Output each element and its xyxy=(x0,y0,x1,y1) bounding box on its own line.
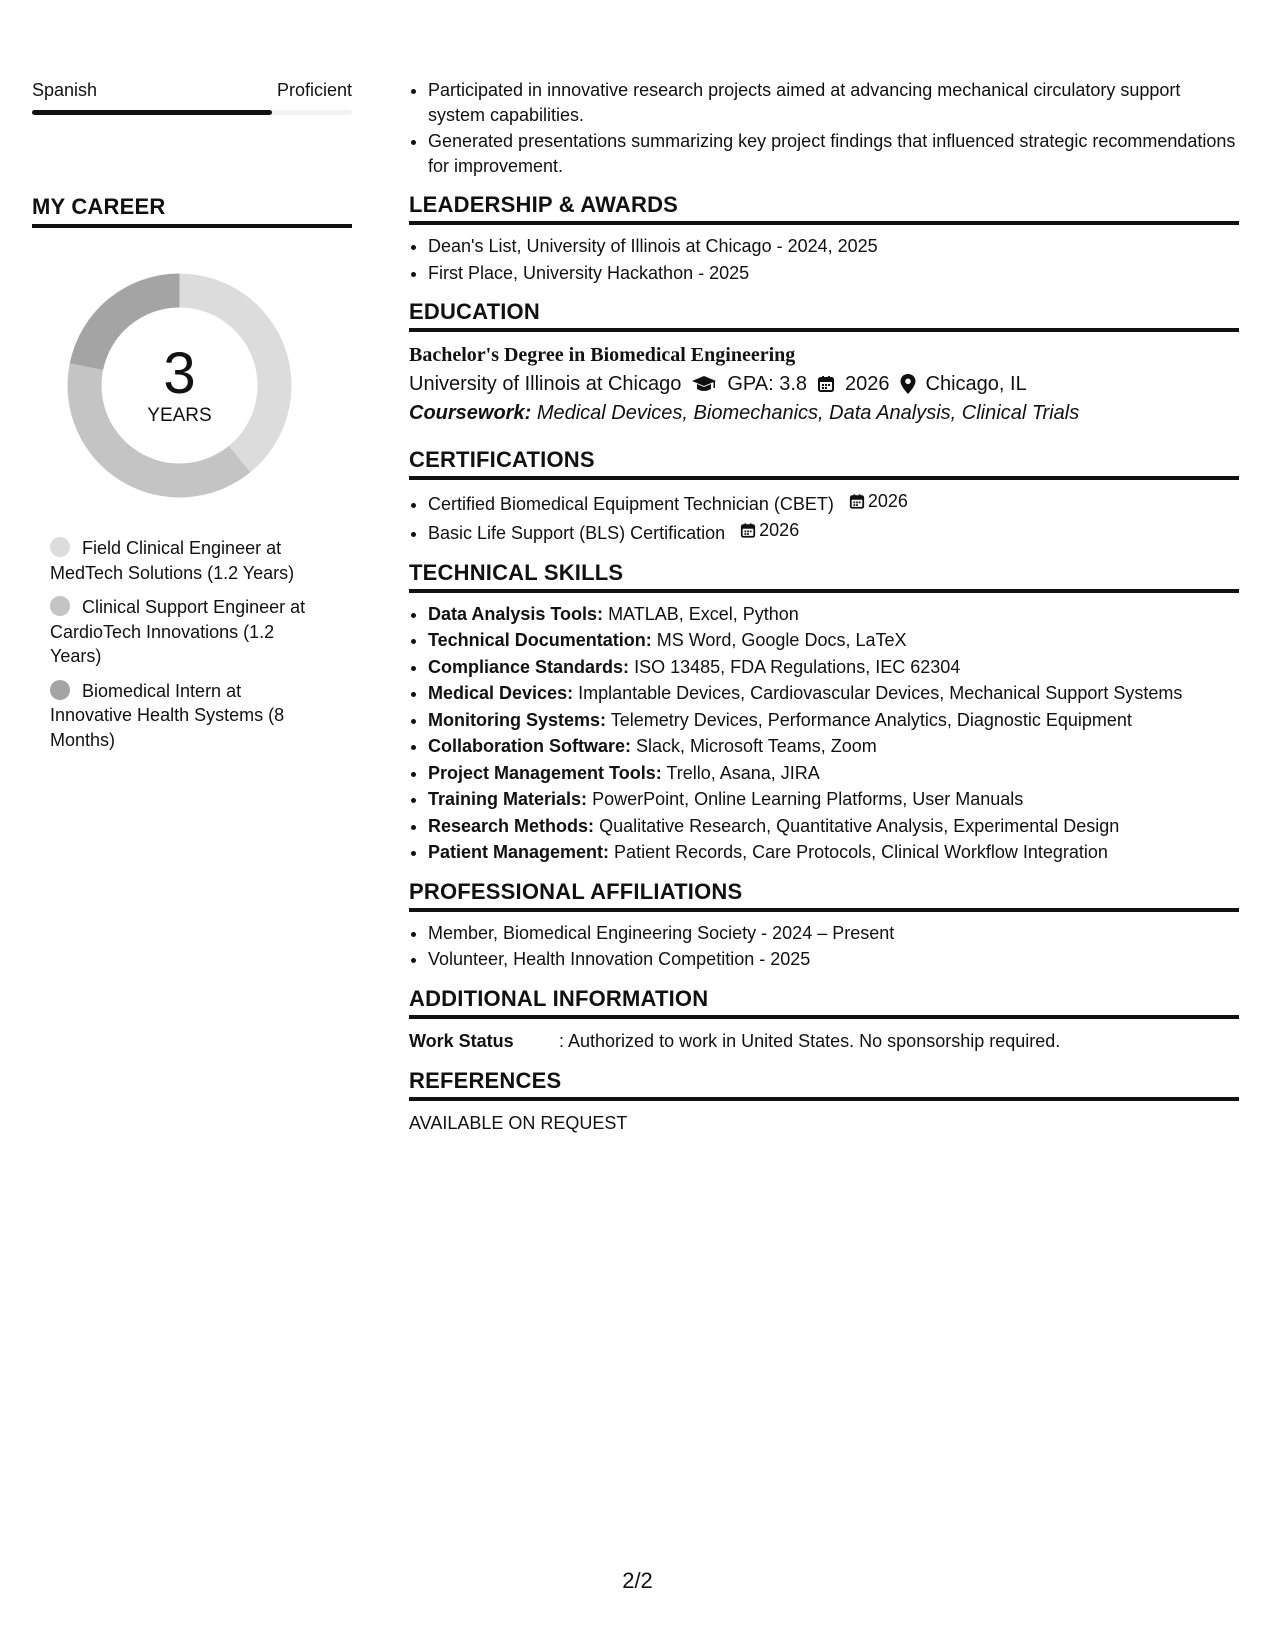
additional-section xyxy=(409,986,1239,1054)
education-details xyxy=(409,369,1239,399)
left-column xyxy=(32,78,352,750)
skill-value: Qualitative Research, Quantitative Analysis, Experimental Design xyxy=(599,815,1120,836)
references-text: AVAILABLE ON REQUEST xyxy=(409,1112,628,1133)
certification-year: 2026 xyxy=(867,491,908,511)
language-name: Spanish xyxy=(32,80,98,100)
career-legend-label: Field Clinical Engineer at MedTech Solutions (1.2 Years) xyxy=(50,538,295,583)
career-donut-chart xyxy=(67,273,292,498)
skill-item xyxy=(428,814,1239,839)
education-section xyxy=(409,299,1239,427)
certifications-heading: CERTIFICATIONS xyxy=(409,447,1239,480)
language-proficiency-bar xyxy=(32,110,352,115)
affiliations-heading: PROFESSIONAL AFFILIATIONS xyxy=(409,879,1239,912)
references-heading: REFERENCES xyxy=(409,1068,1239,1101)
skill-value: Slack, Microsoft Teams, Zoom xyxy=(636,736,877,756)
skill-item xyxy=(428,628,1239,653)
skill-label: Data Analysis Tools: xyxy=(428,603,604,624)
leadership-section xyxy=(409,192,1239,285)
skill-item xyxy=(428,708,1239,733)
calendar-icon xyxy=(817,375,835,393)
career-heading: MY CAREER xyxy=(32,194,352,228)
career-legend-item xyxy=(50,595,320,669)
certification-year: 2026 xyxy=(759,520,800,541)
education-location: Chicago, IL xyxy=(925,373,1027,395)
experience-bullet: • Generated presentations summarizing key project findings that influenced strategic recommendations for improvement. xyxy=(428,129,1239,178)
education-school: University of Illinois at Chicago xyxy=(409,373,682,395)
skills-list xyxy=(409,602,1239,865)
skill-value: ISO 13485, FDA Regulations, IEC 62304 xyxy=(634,656,961,677)
certification-year-wrap xyxy=(740,518,799,543)
career-years-label: YEARS xyxy=(147,405,212,426)
skill-label: Medical Devices: xyxy=(428,683,574,703)
language-level: Proficient xyxy=(276,80,352,100)
award-item: • First Place, University Hackathon - 2025 xyxy=(428,261,1239,286)
skills-section xyxy=(409,560,1239,865)
skill-label: Collaboration Software: xyxy=(428,736,632,756)
career-legend-label: Clinical Support Engineer at CardioTech Innovations (1.2 Years) xyxy=(50,597,306,666)
graduation-cap-icon xyxy=(691,375,717,393)
leadership-heading: LEADERSHIP & AWARDS xyxy=(409,192,1239,225)
legend-dot-icon xyxy=(50,537,70,557)
work-status-value: : Authorized to work in United States. No sponsorship required. xyxy=(559,1030,1061,1051)
certification-name: Basic Life Support (BLS) Certification xyxy=(428,523,726,543)
work-status-row xyxy=(409,1028,1239,1054)
page-number: 2/2 xyxy=(622,1568,653,1593)
skill-item xyxy=(428,734,1239,759)
affiliations-section xyxy=(409,879,1239,972)
education-coursework xyxy=(409,399,1239,427)
skill-label: Compliance Standards: xyxy=(428,656,630,677)
location-pin-icon xyxy=(900,374,916,394)
skill-value: MATLAB, Excel, Python xyxy=(608,603,799,624)
skills-heading: TECHNICAL SKILLS xyxy=(409,560,1239,593)
coursework-list: Medical Devices, Biomechanics, Data Analysis, Clinical Trials xyxy=(536,402,1080,424)
legend-dot-icon xyxy=(50,680,70,700)
skill-label: Patient Management: xyxy=(428,842,610,862)
skill-item xyxy=(428,655,1239,680)
skill-label: Research Methods: xyxy=(428,815,595,836)
skill-label: Technical Documentation: xyxy=(428,630,652,650)
legend-dot-icon xyxy=(50,596,70,616)
skill-value: PowerPoint, Online Learning Platforms, User Manuals xyxy=(592,789,1024,809)
language-proficiency-fill xyxy=(32,110,272,115)
education-heading: EDUCATION xyxy=(409,299,1239,332)
education-degree: Bachelor's Degree in Biomedical Engineering xyxy=(409,344,796,366)
skill-value: Trello, Asana, JIRA xyxy=(666,762,820,783)
certifications-section xyxy=(409,447,1239,546)
skill-value: Patient Records, Care Protocols, Clinical Workflow Integration xyxy=(614,842,1108,862)
career-legend-item xyxy=(50,679,320,753)
certification-item xyxy=(428,489,1239,516)
calendar-icon xyxy=(740,522,756,539)
skill-value: MS Word, Google Docs, LaTeX xyxy=(656,630,907,650)
additional-heading: ADDITIONAL INFORMATION xyxy=(409,986,1239,1019)
coursework-label: Coursework: xyxy=(409,402,532,424)
career-legend-label: Biomedical Intern at Innovative Health Systems (8 Months) xyxy=(50,680,285,750)
skill-label: Monitoring Systems: xyxy=(428,709,607,730)
career-legend-item xyxy=(50,536,320,585)
education-year: 2026 xyxy=(845,373,890,395)
skill-item xyxy=(428,602,1239,627)
affiliation-item: • Volunteer, Health Innovation Competition - 2025 xyxy=(428,947,1239,972)
experience-bullet: • Participated in innovative research projects aimed at advancing mechanical circulatory support system capabilities. xyxy=(428,78,1239,127)
calendar-icon xyxy=(849,493,865,510)
certification-item xyxy=(428,518,1239,545)
career-legend xyxy=(50,536,320,762)
education-gpa: GPA: 3.8 xyxy=(727,373,808,395)
award-item: • Dean's List, University of Illinois at Chicago - 2024, 2025 xyxy=(428,234,1239,259)
skill-label: Training Materials: xyxy=(428,789,588,809)
affiliation-item: • Member, Biomedical Engineering Society - 2024 – Present xyxy=(428,921,1239,946)
references-section xyxy=(409,1068,1239,1136)
skill-value: Telemetry Devices, Performance Analytics, Diagnostic Equipment xyxy=(610,709,1132,730)
certification-name: Certified Biomedical Equipment Technician (CBET) xyxy=(428,493,834,514)
skill-label: Project Management Tools: xyxy=(428,762,662,783)
skill-item xyxy=(428,681,1239,706)
language-row xyxy=(32,78,352,102)
skill-value: Implantable Devices, Cardiovascular Devices, Mechanical Support Systems xyxy=(578,683,1183,703)
skill-item xyxy=(428,761,1239,786)
skill-item xyxy=(428,787,1239,812)
experience-bullets xyxy=(409,78,1239,178)
skill-item xyxy=(428,840,1239,865)
right-column xyxy=(409,78,1239,1136)
work-status-key: Work Status xyxy=(409,1030,514,1051)
certification-year-wrap xyxy=(849,489,908,514)
career-total-years: 3 xyxy=(163,341,196,406)
